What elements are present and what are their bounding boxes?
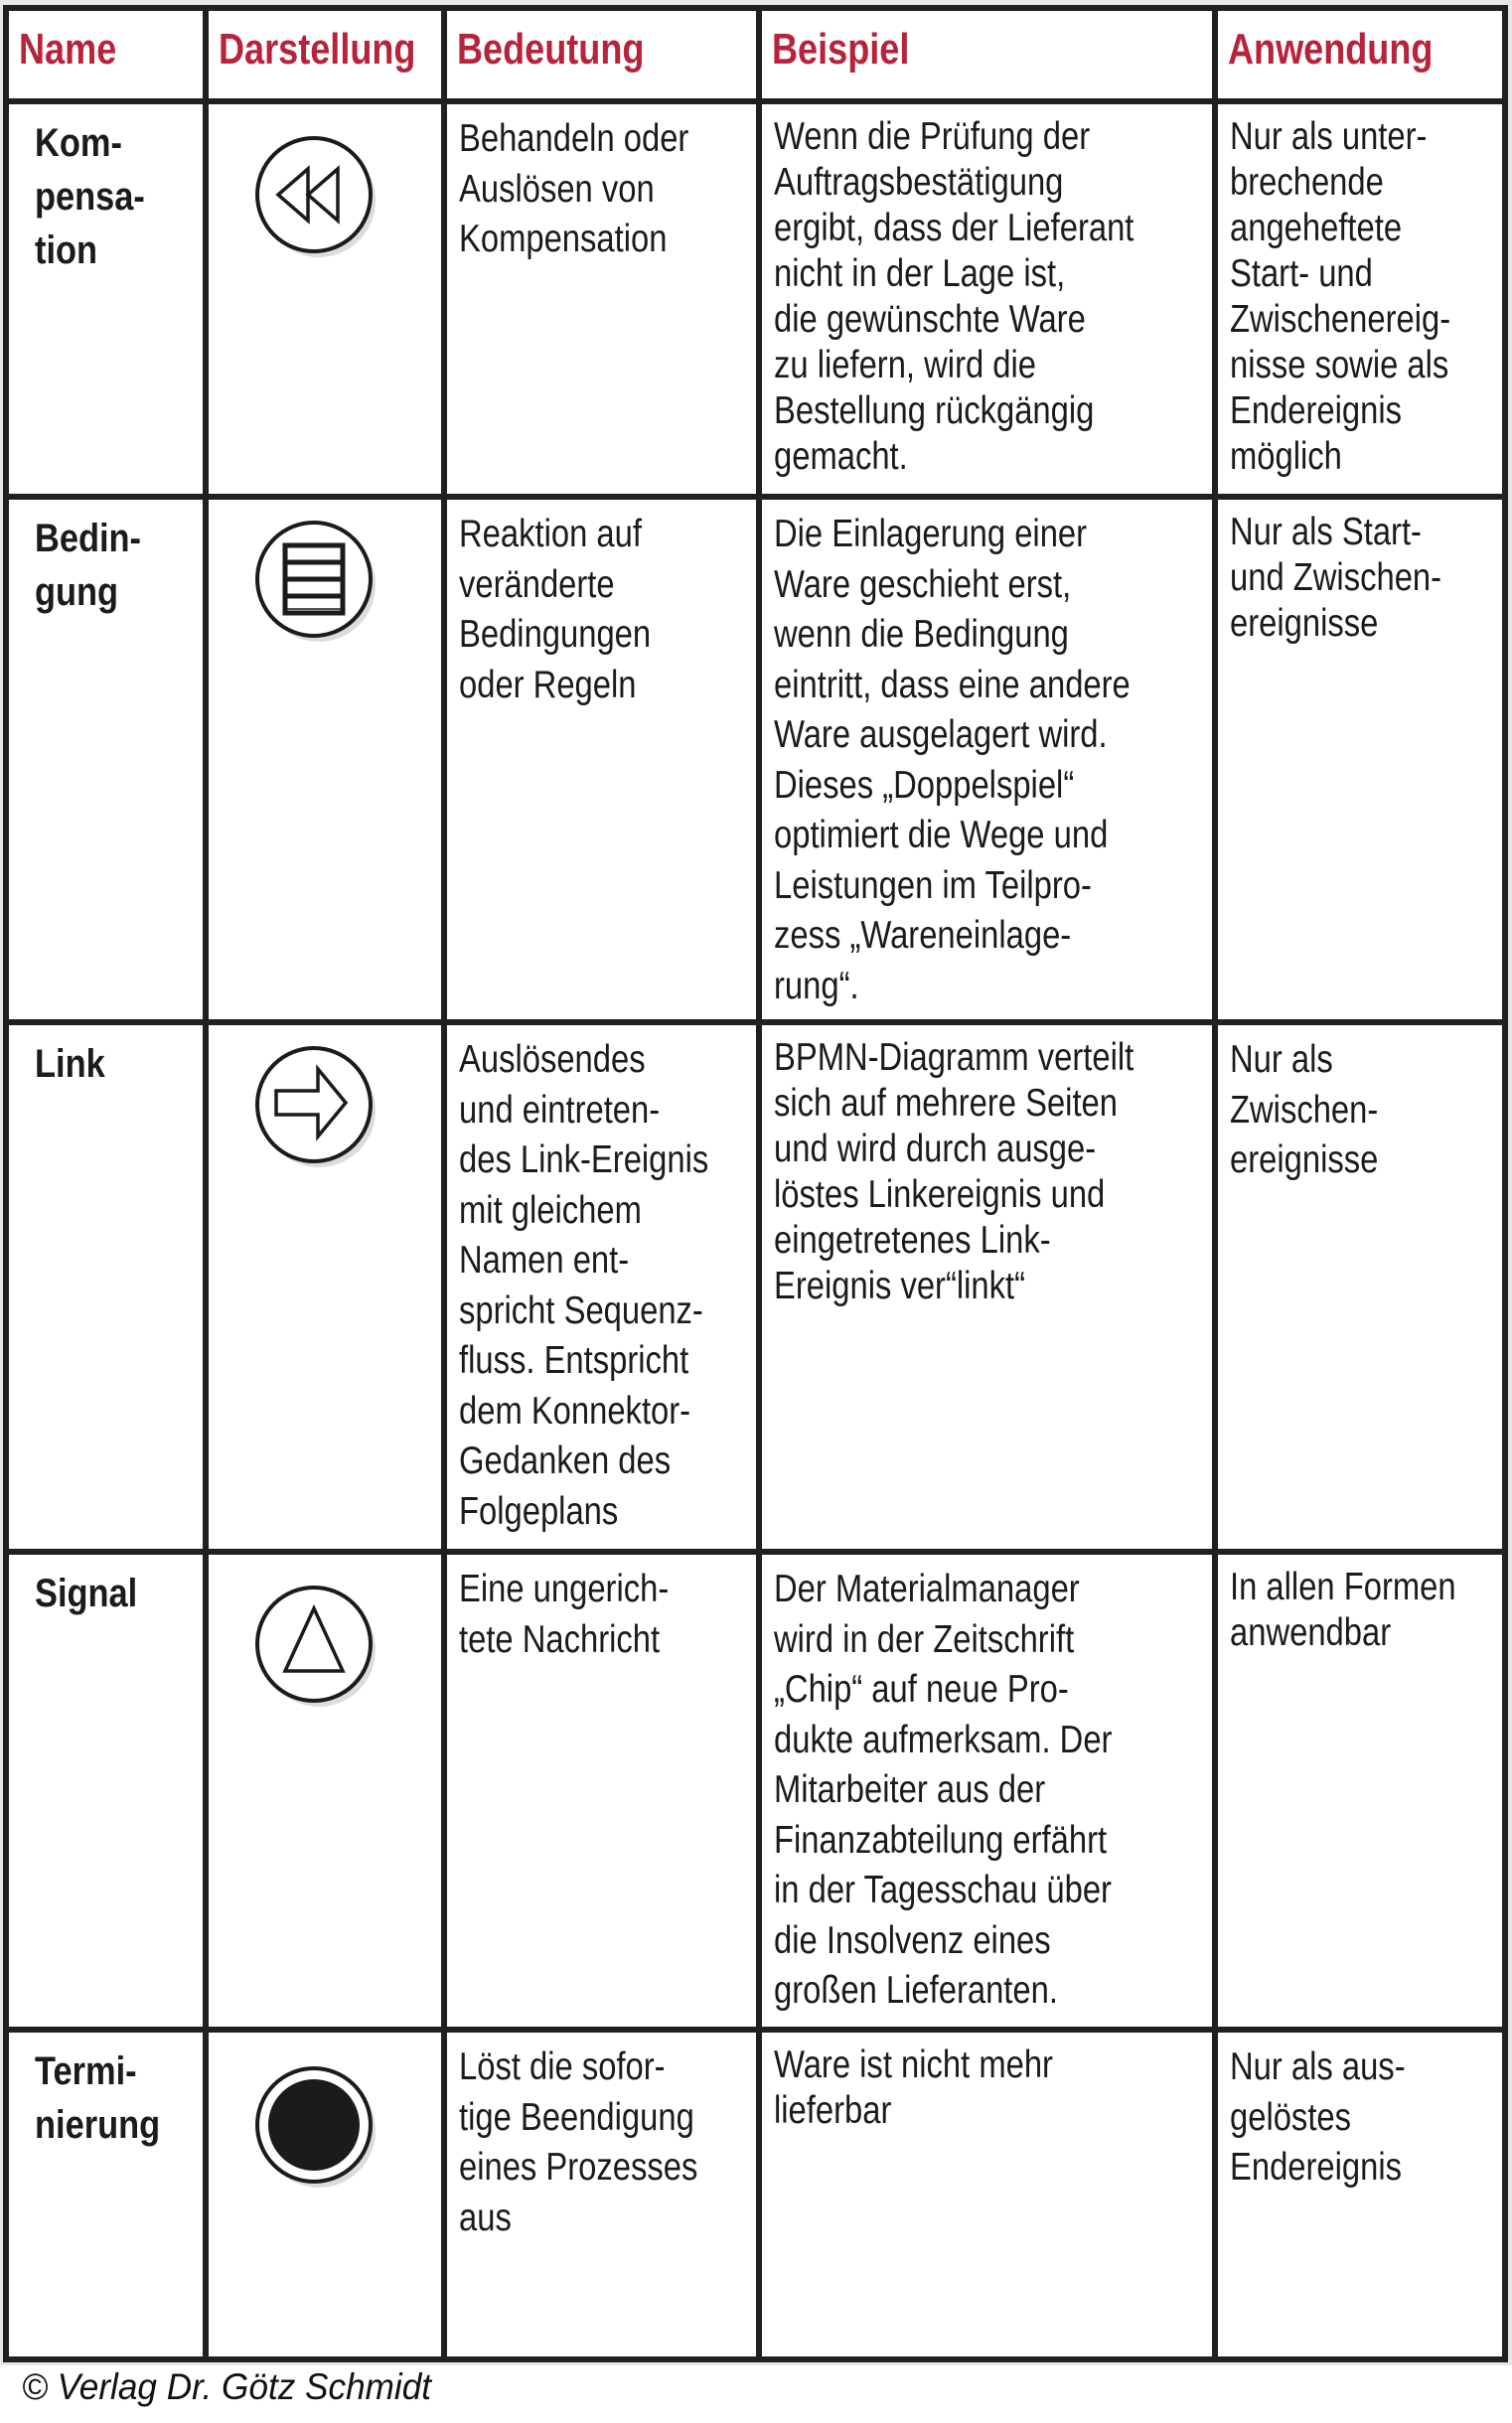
row-name-cell (9, 104, 203, 494)
cell-text-line: Gedanken des (459, 1439, 672, 1482)
cell-text-line: Nur als unter- (1230, 115, 1428, 158)
cell-text-line: aus (459, 2196, 512, 2239)
cell-text-line: angeheftete (1230, 207, 1403, 249)
cell-text-line: gemacht. (774, 435, 908, 478)
row-meaning-cell (447, 500, 756, 1019)
cell-text-line: Ware geschieht erst, (774, 562, 1072, 606)
cell-text-line: tige Beendigung (459, 2095, 694, 2139)
row-usage-cell (1218, 500, 1502, 1019)
header-name-label: Name (19, 25, 117, 74)
cell-text-line: ereignisse (1230, 1138, 1379, 1181)
cell-text-line: wenn die Bedingung (774, 613, 1069, 656)
cell-text-line: Die Einlagerung einer (774, 513, 1088, 555)
cell-text-line: pensa- (35, 175, 145, 219)
cell-text-line: dukte aufmerksam. Der (774, 1718, 1113, 1761)
cell-text-line: Dieses „Doppelspiel“ (774, 763, 1075, 807)
cell-text-line: eingetretenes Link- (774, 1219, 1051, 1262)
header-name (9, 11, 203, 98)
cell-text-line: Ereignis ver“linkt“ (774, 1265, 1026, 1307)
cell-text-line: Endereignis (1230, 389, 1403, 432)
cell-text-line: Mitarbeiter aus der (774, 1768, 1046, 1811)
header-darstellung-label: Darstellung (219, 25, 416, 74)
row-icon-cell (209, 2033, 441, 2356)
cell-text-line: anwendbar (1230, 1611, 1392, 1654)
compensation-event-icon (252, 133, 381, 262)
row-meaning-cell (447, 2033, 756, 2356)
cell-text-line: ereignisse (1230, 602, 1379, 645)
cell-text-line: Behandeln oder (459, 117, 689, 160)
cell-text-line: mit gleichem (459, 1188, 642, 1232)
row-usage-cell (1218, 2033, 1502, 2356)
cell-text-line: veränderte (459, 562, 615, 606)
cell-text-line: Zwischenereig- (1230, 298, 1451, 341)
cell-text-line: Bestellung rückgängig (774, 389, 1095, 432)
cell-text-line: Start- und (1230, 252, 1373, 295)
cell-text-line: zu liefern, wird die (774, 344, 1037, 386)
cell-text-line: „Chip“ auf neue Pro- (774, 1668, 1069, 1711)
header-bedeutung-label: Bedeutung (457, 25, 645, 74)
cell-text-line: In allen Formen (1230, 1566, 1456, 1608)
cell-text-line: zess „Wareneinlage- (774, 914, 1072, 957)
cell-text-line: oder Regeln (459, 663, 637, 706)
cell-text-line: gung (35, 570, 119, 614)
cell-text-line: brechende (1230, 161, 1384, 204)
row-name-cell (9, 1025, 203, 1549)
cell-text-line: Kom- (35, 121, 122, 165)
cell-text-line: Auslösendes (459, 1038, 646, 1081)
cell-text-line: Der Materialmanager (774, 1568, 1080, 1610)
row-example-cell (762, 1555, 1212, 2027)
cell-text-line: Signal (35, 1572, 138, 1615)
cell-text-line: Nur als Start- (1230, 511, 1422, 553)
cell-text-line: eintritt, dass eine andere (774, 663, 1131, 706)
signal-event-icon (252, 1583, 381, 1712)
link-event-icon (252, 1043, 381, 1172)
cell-text-line: Wenn die Prüfung der (774, 115, 1091, 158)
cell-text-line: nierung (35, 2103, 161, 2147)
cell-text-line: Löst die sofor- (459, 2045, 666, 2088)
cell-text-line: Link (35, 1042, 105, 1086)
cell-text-line: optimiert die Wege und (774, 814, 1109, 856)
cell-text-line: dem Konnektor- (459, 1389, 691, 1433)
cell-text-line: fluss. Entspricht (459, 1339, 689, 1382)
cell-text-line: großen Lieferanten. (774, 1969, 1058, 2012)
cell-text-line: Auslösen von (459, 167, 655, 211)
row-example-cell (762, 500, 1212, 1019)
cell-text-line: und wird durch ausge- (774, 1128, 1097, 1170)
header-bedeutung (447, 11, 756, 98)
row-usage-cell (1218, 104, 1502, 494)
cell-text-line: möglich (1230, 435, 1342, 478)
header-darstellung (209, 11, 441, 98)
row-name-cell (9, 1555, 203, 2027)
row-usage-cell (1218, 1555, 1502, 2027)
cell-text-line: Termi- (35, 2049, 137, 2093)
row-icon-cell (209, 1025, 441, 1549)
cell-text-line: die Insolvenz eines (774, 1918, 1051, 1962)
cell-text-line: ergibt, dass der Lieferant (774, 207, 1134, 249)
cell-text-line: und Zwischen- (1230, 556, 1442, 599)
cell-text-line: Zwischen- (1230, 1088, 1379, 1132)
cell-text-line: Finanzabteilung erfährt (774, 1818, 1108, 1862)
cell-text-line: Nur als aus- (1230, 2045, 1406, 2088)
row-icon-cell (209, 500, 441, 1019)
row-meaning-cell (447, 1555, 756, 2027)
cell-text-line: nicht in der Lage ist, (774, 252, 1066, 295)
row-example-cell (762, 104, 1212, 494)
cell-text-line: und eintreten- (459, 1088, 661, 1132)
cell-text-line: Eine ungerich- (459, 1568, 670, 1610)
terminate-event-icon (252, 2063, 381, 2193)
cell-text-line: Kompensation (459, 218, 668, 260)
header-anwendung-label: Anwendung (1228, 25, 1434, 74)
row-icon-cell (209, 1555, 441, 2027)
row-example-cell (762, 1025, 1212, 1549)
row-example-cell (762, 2033, 1212, 2356)
copyright-notice: © Verlag Dr. Götz Schmidt (22, 2366, 432, 2407)
row-name-cell (9, 2033, 203, 2356)
cell-text-line: BPMN-Diagramm verteilt (774, 1036, 1134, 1079)
cell-text-line: gelöstes (1230, 2095, 1352, 2139)
header-beispiel (762, 11, 1212, 98)
cell-text-line: Reaktion auf (459, 513, 642, 555)
cell-text-line: sich auf mehrere Seiten (774, 1082, 1118, 1125)
cell-text-line: nisse sowie als (1230, 344, 1449, 386)
cell-text-line: Leistungen im Teilpro- (774, 863, 1092, 907)
header-beispiel-label: Beispiel (772, 25, 910, 74)
row-name-cell (9, 500, 203, 1019)
bpmn-event-table (3, 5, 1508, 2362)
cell-text-line: in der Tagesschau über (774, 1869, 1112, 1911)
cell-text-line: lieferbar (774, 2089, 892, 2132)
cell-text-line: Endereignis (1230, 2146, 1403, 2189)
row-meaning-cell (447, 104, 756, 494)
cell-text-line: Bedingungen (459, 613, 652, 656)
cell-text-line: Folgeplans (459, 1489, 619, 1533)
cell-text-line: rung“. (774, 964, 859, 1007)
row-icon-cell (209, 104, 441, 494)
cell-text-line: Ware ausgelagert wird. (774, 713, 1108, 756)
cell-text-line: löstes Linkereignis und (774, 1173, 1106, 1216)
cell-text-line: Namen ent- (459, 1239, 630, 1282)
cell-text-line: des Link-Ereignis (459, 1138, 709, 1181)
cell-text-line: Bedin- (35, 517, 142, 560)
cell-text-line: Auftragsbestätigung (774, 161, 1064, 204)
cell-text-line: Ware ist nicht mehr (774, 2044, 1053, 2086)
cell-text-line: Nur als (1230, 1038, 1333, 1081)
cell-text-line: wird in der Zeitschrift (774, 1617, 1075, 1661)
conditional-event-icon (252, 518, 381, 647)
row-meaning-cell (447, 1025, 756, 1549)
cell-text-line: tete Nachricht (459, 1617, 661, 1661)
row-usage-cell (1218, 1025, 1502, 1549)
cell-text-line: eines Prozesses (459, 2146, 698, 2189)
cell-text-line: tion (35, 228, 98, 272)
header-anwendung (1218, 11, 1502, 98)
cell-text-line: spricht Sequenz- (459, 1288, 703, 1332)
cell-text-line: die gewünschte Ware (774, 298, 1086, 341)
